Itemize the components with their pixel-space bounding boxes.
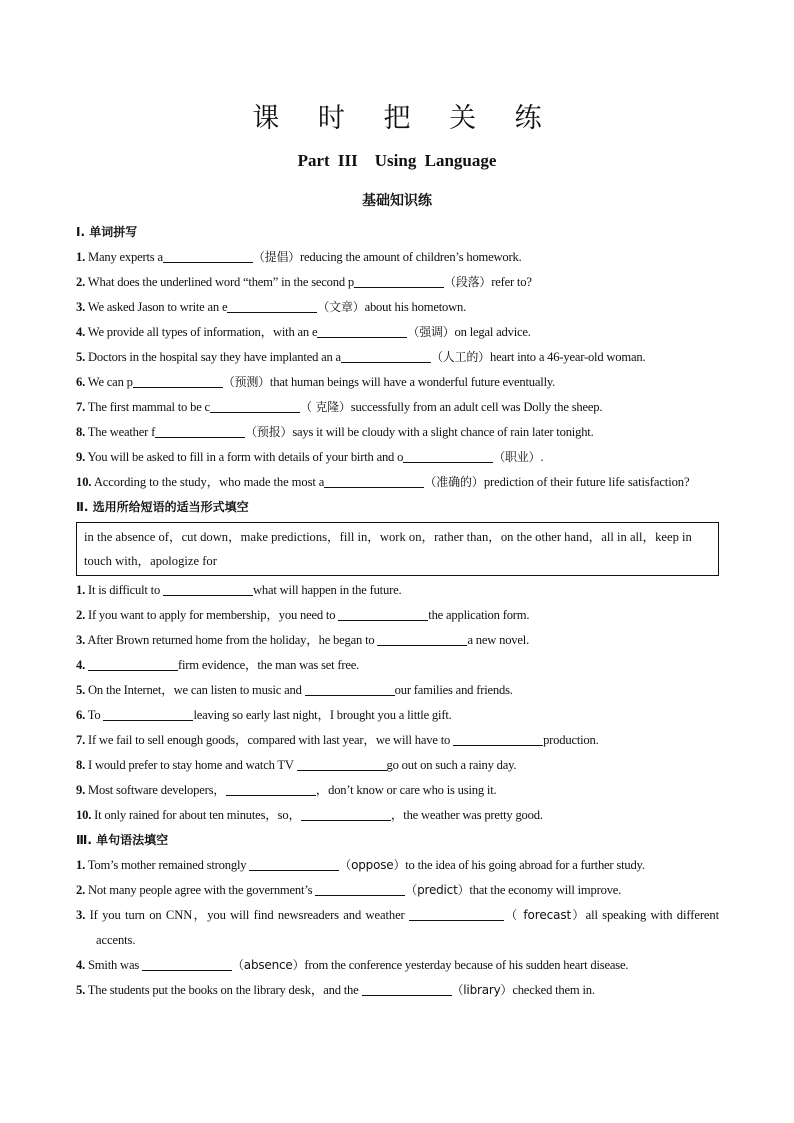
question-item: [76, 903, 719, 953]
hint-text: （提倡）: [252, 250, 301, 264]
question-item: [76, 445, 719, 470]
question-text-before: Doctors in the hospital say they have implanted an a: [88, 350, 341, 364]
answer-blank[interactable]: [305, 681, 395, 696]
hint-text: （预测）: [222, 375, 270, 389]
question-text-before: Smith was: [88, 958, 142, 972]
question-text-after: from the conference yesterday because of his sudden heart disease.: [304, 958, 629, 972]
question-text-after: refer to?: [491, 275, 532, 289]
question-item: [76, 628, 719, 653]
section-2-heading: Ⅱ. 选用所给短语的适当形式填空: [76, 500, 249, 514]
question-text-before: Tom’s mother remained strongly: [87, 858, 250, 872]
question-number: 8.: [76, 758, 86, 772]
question-text-after: ，don’t know or care who is using it.: [315, 783, 497, 797]
answer-blank[interactable]: [338, 606, 428, 621]
question-text-after: heart into a 46-year-old woman.: [489, 350, 646, 364]
question-item: [76, 728, 719, 753]
question-text-before: You will be asked to fill in a form with details of your birth and o: [87, 450, 404, 464]
question-item: [76, 703, 719, 728]
question-item: [76, 803, 719, 828]
question-number: 10.: [76, 808, 92, 822]
question-text-before: It only rained for about ten minutes，so，: [94, 808, 301, 822]
question-number: 1.: [76, 583, 86, 597]
question-item: [76, 270, 719, 295]
part-title: Part III Using Language: [297, 151, 497, 170]
question-text-before: We asked Jason to write an e: [87, 300, 228, 314]
hint-text: （absence）: [231, 958, 305, 972]
answer-blank[interactable]: [163, 248, 253, 263]
question-number: 2.: [76, 883, 86, 897]
answer-blank[interactable]: [163, 581, 253, 596]
question-item: [76, 603, 719, 628]
hint-text: （ forecast）: [503, 908, 586, 922]
question-number: 5.: [76, 350, 86, 364]
worksheet-content: [76, 220, 719, 1003]
question-item: [76, 978, 719, 1003]
question-number: 9.: [76, 450, 86, 464]
question-text-before: I would prefer to stay home and watch TV: [88, 758, 297, 772]
question-text-after: to the idea of his going abroad for a further study.: [405, 858, 645, 872]
section-1-list: [76, 245, 719, 495]
question-text-after: ，the weather was pretty good.: [390, 808, 543, 822]
question-item: [76, 853, 719, 878]
question-item: [76, 953, 719, 978]
question-text-before: If you want to apply for membership，you need to: [88, 608, 339, 622]
question-item: [76, 578, 719, 603]
question-item: [76, 395, 719, 420]
answer-blank[interactable]: [103, 706, 193, 721]
question-number: 3.: [76, 633, 86, 647]
hint-text: （predict）: [405, 883, 470, 897]
question-item: [76, 653, 719, 678]
section-1-heading: Ⅰ. 单词拼写: [76, 225, 138, 239]
answer-blank[interactable]: [227, 298, 317, 313]
question-item: [76, 245, 719, 270]
question-number: 5.: [76, 983, 86, 997]
answer-blank[interactable]: [142, 956, 232, 971]
question-item: [76, 345, 719, 370]
section-title: 基础知识练: [362, 193, 432, 209]
answer-blank[interactable]: [210, 398, 300, 413]
question-text-before: Many experts a: [88, 250, 163, 264]
answer-blank[interactable]: [133, 373, 223, 388]
answer-blank[interactable]: [317, 323, 407, 338]
question-text-before: If we fail to sell enough goods，compared with last year，we will have to: [88, 733, 454, 747]
question-text-after: leaving so early last night，I brought you a little gift.: [193, 708, 452, 722]
question-number: 4.: [76, 958, 86, 972]
hint-text: （强调）: [407, 325, 455, 339]
question-text-before: Most software developers，: [88, 783, 226, 797]
section-2-list: [76, 578, 719, 828]
question-text-before: We provide all types of information，with an e: [87, 325, 318, 339]
answer-blank[interactable]: [403, 448, 493, 463]
answer-blank[interactable]: [297, 756, 387, 771]
question-text-before: The first mammal to be c: [87, 400, 210, 414]
question-text-before: On the Internet，we can listen to music and: [88, 683, 305, 697]
question-text-after: successfully from an adult cell was Dolly the sheep.: [350, 400, 603, 414]
question-text-before: Not many people agree with the government’s: [88, 883, 316, 897]
question-item: [76, 370, 719, 395]
answer-blank[interactable]: [341, 348, 431, 363]
question-text-after: a new novel.: [467, 633, 530, 647]
question-number: 3.: [76, 300, 86, 314]
question-number: 1.: [76, 250, 86, 264]
question-item: [76, 878, 719, 903]
question-text-before: We can p: [87, 375, 133, 389]
phrase-box: in the absence of，cut down，make predictions，fill in，work on，rather than，on the other hand，all in all，keep in touch with，apologize for: [76, 522, 719, 576]
answer-blank[interactable]: [315, 881, 405, 896]
question-text-after: what will happen in the future.: [253, 583, 402, 597]
question-number: 7.: [76, 733, 86, 747]
hint-text: （oppose）: [339, 858, 406, 872]
question-text-after: go out on such a rainy day.: [386, 758, 517, 772]
question-text-after: the application form.: [428, 608, 530, 622]
hint-text: （ 克隆）: [299, 400, 351, 414]
question-text-after: about his hometown.: [364, 300, 467, 314]
question-number: 4.: [76, 658, 86, 672]
page-title: 课 时 把 关 练: [252, 103, 557, 134]
answer-blank[interactable]: [354, 273, 444, 288]
question-number: 6.: [76, 375, 86, 389]
hint-text: （library）: [451, 983, 513, 997]
answer-blank[interactable]: [155, 423, 245, 438]
question-number: 5.: [76, 683, 86, 697]
answer-blank[interactable]: [362, 981, 452, 996]
question-text-before: The students put the books on the library desk，and the: [87, 983, 362, 997]
question-text-after: all speaking with different accents.: [96, 908, 719, 947]
question-text-before: After Brown returned home from the holiday，he began to: [87, 633, 378, 647]
question-text-after: says it will be cloudy with a slight chance of rain later tonight.: [292, 425, 594, 439]
question-item: [76, 320, 719, 345]
answer-blank[interactable]: [249, 856, 339, 871]
hint-text: （职业）: [493, 450, 541, 464]
answer-blank[interactable]: [377, 631, 467, 646]
answer-blank[interactable]: [226, 781, 316, 796]
question-text-after: our families and friends.: [394, 683, 513, 697]
question-number: 2.: [76, 275, 86, 289]
question-number: 1.: [76, 858, 86, 872]
question-number: 3.: [76, 908, 86, 922]
question-text-before: It is difficult to: [88, 583, 164, 597]
question-item: [76, 470, 719, 495]
question-number: 6.: [76, 708, 86, 722]
question-number: 7.: [76, 400, 86, 414]
hint-text: （段落）: [444, 275, 492, 289]
hint-text: （文章）: [317, 300, 365, 314]
hint-text: （预报）: [245, 425, 293, 439]
question-text-before: If you turn on CNN，you will find newsreaders and weather: [89, 908, 409, 922]
question-text-before: What does the underlined word “them” in the second p: [87, 275, 355, 289]
question-text-after: that human beings will have a wonderful future eventually.: [269, 375, 556, 389]
question-item: [76, 753, 719, 778]
question-text-after: .: [540, 450, 544, 464]
question-number: 2.: [76, 608, 86, 622]
question-text-before: According to the study，who made the most a: [93, 475, 325, 489]
question-text-after: reducing the amount of children’s homework.: [300, 250, 522, 264]
question-text-before: The weather f: [87, 425, 156, 439]
question-text-after: on legal advice.: [454, 325, 531, 339]
section-3-heading: Ⅲ. 单句语法填空: [76, 833, 169, 847]
question-item: [76, 420, 719, 445]
answer-blank[interactable]: [409, 906, 504, 921]
question-text-after: prediction of their future life satisfaction?: [483, 475, 690, 489]
question-item: [76, 678, 719, 703]
question-number: 4.: [76, 325, 86, 339]
question-item: [76, 778, 719, 803]
question-text-before: To: [87, 708, 104, 722]
answer-blank[interactable]: [88, 656, 178, 671]
answer-blank[interactable]: [324, 473, 424, 488]
question-text-after: production.: [543, 733, 599, 747]
question-number: 9.: [76, 783, 86, 797]
hint-text: （人工的）: [430, 350, 490, 364]
question-text-after: checked them in.: [512, 983, 595, 997]
question-text-after: firm evidence，the man was set free.: [178, 658, 360, 672]
question-text-after: that the economy will improve.: [469, 883, 622, 897]
question-item: [76, 295, 719, 320]
question-number: 8.: [76, 425, 86, 439]
hint-text: （准确的）: [424, 475, 484, 489]
question-number: 10.: [76, 475, 92, 489]
answer-blank[interactable]: [301, 806, 391, 821]
answer-blank[interactable]: [453, 731, 543, 746]
section-3-list: [76, 853, 719, 1003]
